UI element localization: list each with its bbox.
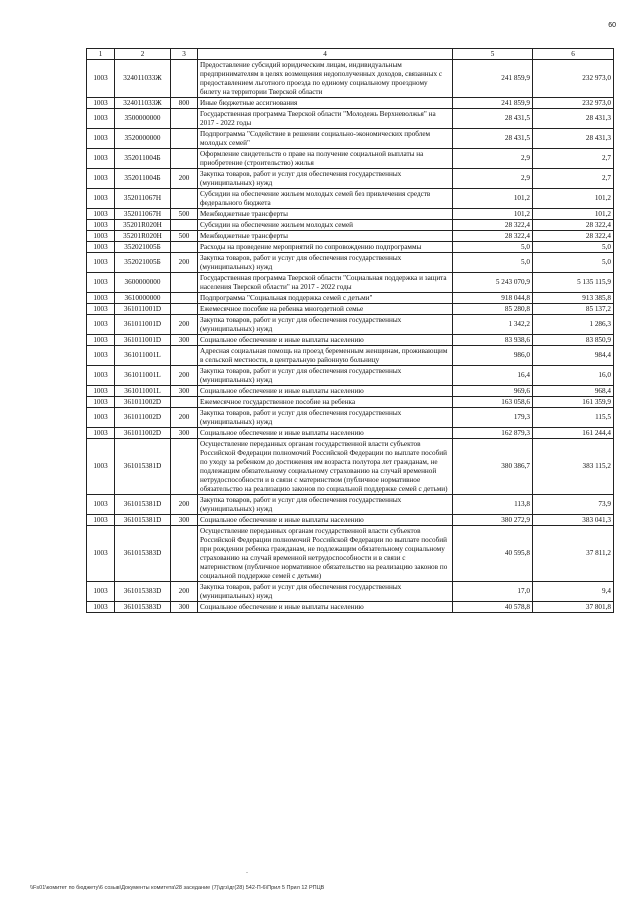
- row-amount-1: 101,2: [453, 189, 533, 209]
- row-name: Межбюджетные трансферты: [198, 231, 453, 242]
- row-expense-type: [171, 220, 198, 231]
- row-target-code: 361011001D: [115, 304, 171, 315]
- row-amount-2: 5 135 115,9: [533, 273, 614, 293]
- row-section-code: 1003: [87, 515, 115, 526]
- row-amount-1: 5 243 070,9: [453, 273, 533, 293]
- row-expense-type: [171, 526, 198, 582]
- header-col-3: 3: [171, 49, 198, 60]
- row-section-code: 1003: [87, 602, 115, 613]
- row-amount-2: 232 973,0: [533, 98, 614, 109]
- row-amount-1: 113,8: [453, 495, 533, 515]
- row-target-code: 361015381D: [115, 439, 171, 495]
- row-amount-1: 969,6: [453, 386, 533, 397]
- table-row: [87, 149, 614, 169]
- row-target-code: 3610000000: [115, 293, 171, 304]
- row-name: Оформление свидетельств о праве на получение социальной выплаты на приобретение (строительство) жилья: [198, 149, 453, 169]
- row-amount-2: 1 286,3: [533, 315, 614, 335]
- row-amount-2: 28 322,4: [533, 231, 614, 242]
- row-amount-2: 161 244,4: [533, 428, 614, 439]
- row-amount-2: 2,7: [533, 149, 614, 169]
- row-name: Закупка товаров, работ и услуг для обеспечения государственных (муниципальных) нужд: [198, 366, 453, 386]
- row-name: Адресная социальная помощь на проезд беременным женщинам, проживающим в сельской местности, в центральную районную больницу: [198, 346, 453, 366]
- table-header-row: [87, 49, 614, 60]
- row-amount-1: 40 595,8: [453, 526, 533, 582]
- row-name: Социальное обеспечение и иные выплаты населению: [198, 386, 453, 397]
- row-amount-1: 241 859,9: [453, 98, 533, 109]
- row-target-code: 361011002D: [115, 408, 171, 428]
- row-expense-type: 500: [171, 209, 198, 220]
- table-row: [87, 515, 614, 526]
- row-name: Закупка товаров, работ и услуг для обеспечения государственных (муниципальных) нужд: [198, 408, 453, 428]
- row-target-code: 352021005Б: [115, 242, 171, 253]
- row-amount-2: 968,4: [533, 386, 614, 397]
- row-expense-type: [171, 397, 198, 408]
- table-row: [87, 273, 614, 293]
- row-expense-type: 200: [171, 408, 198, 428]
- row-expense-type: 200: [171, 366, 198, 386]
- row-section-code: 1003: [87, 315, 115, 335]
- row-amount-1: 241 859,9: [453, 60, 533, 98]
- row-amount-1: 2,9: [453, 149, 533, 169]
- row-amount-1: 162 879,3: [453, 428, 533, 439]
- row-section-code: 1003: [87, 220, 115, 231]
- row-target-code: 352011004Б: [115, 169, 171, 189]
- row-name: Ежемесячное государственное пособие на ребенка: [198, 397, 453, 408]
- row-target-code: 3600000000: [115, 273, 171, 293]
- row-amount-1: 28 431,5: [453, 109, 533, 129]
- budget-table-container: [86, 48, 613, 613]
- row-target-code: 361011001L: [115, 346, 171, 366]
- row-target-code: 361011001L: [115, 366, 171, 386]
- row-section-code: 1003: [87, 242, 115, 253]
- row-target-code: 361011001D: [115, 335, 171, 346]
- row-amount-2: 37 811,2: [533, 526, 614, 582]
- row-target-code: 352011067Н: [115, 209, 171, 220]
- row-target-code: 361011001L: [115, 386, 171, 397]
- row-name: Подпрограмма "Социальная поддержка семей с детьми": [198, 293, 453, 304]
- table-row: [87, 428, 614, 439]
- row-section-code: 1003: [87, 495, 115, 515]
- table-row: [87, 602, 614, 613]
- row-expense-type: 300: [171, 428, 198, 439]
- table-row: [87, 253, 614, 273]
- row-name: Закупка товаров, работ и услуг для обеспечения государственных (муниципальных) нужд: [198, 495, 453, 515]
- row-expense-type: [171, 129, 198, 149]
- row-expense-type: 200: [171, 253, 198, 273]
- row-section-code: 1003: [87, 366, 115, 386]
- row-amount-1: 101,2: [453, 209, 533, 220]
- row-target-code: 35201R020Н: [115, 231, 171, 242]
- row-target-code: 361011002D: [115, 428, 171, 439]
- table-row: [87, 220, 614, 231]
- row-expense-type: [171, 273, 198, 293]
- row-section-code: 1003: [87, 189, 115, 209]
- row-amount-1: 5,0: [453, 242, 533, 253]
- row-name: Субсидии на обеспечение жильем молодых семей без привлечения средств федерального бюджета: [198, 189, 453, 209]
- row-target-code: 3520000000: [115, 129, 171, 149]
- row-target-code: 324011033Ж: [115, 60, 171, 98]
- row-name: Государственная программа Тверской области "Молодежь Верхневолжья" на 2017 - 2022 годы: [198, 109, 453, 129]
- row-name: Закупка товаров, работ и услуг для обеспечения государственных (муниципальных) нужд: [198, 169, 453, 189]
- row-amount-2: 2,7: [533, 169, 614, 189]
- row-name: Осуществление переданных органам государственной власти субъектов Российской Федерации полномочий Российской Федерации по выплате пособий по уходу за ребенком до достижения им возраста полутора лет гражданам, не подлежащим обязательному социальному страхованию на случай временной нетрудоспособности и в связи с материнством (публичное нормативное обязательство на реализацию законов по социальной поддержке семей с детьми): [198, 439, 453, 495]
- row-amount-1: 986,0: [453, 346, 533, 366]
- row-amount-2: 83 850,9: [533, 335, 614, 346]
- table-row: [87, 242, 614, 253]
- row-amount-1: 28 431,5: [453, 129, 533, 149]
- row-target-code: 324011033Ж: [115, 98, 171, 109]
- row-target-code: 361011002D: [115, 397, 171, 408]
- row-expense-type: 500: [171, 231, 198, 242]
- table-row: [87, 209, 614, 220]
- row-name: Закупка товаров, работ и услуг для обеспечения государственных (муниципальных) нужд: [198, 315, 453, 335]
- row-expense-type: [171, 242, 198, 253]
- row-expense-type: 200: [171, 495, 198, 515]
- row-expense-type: [171, 439, 198, 495]
- row-expense-type: [171, 346, 198, 366]
- row-target-code: 361015381D: [115, 515, 171, 526]
- row-name: Субсидии на обеспечение жильем молодых семей: [198, 220, 453, 231]
- table-row: [87, 397, 614, 408]
- row-name: Подпрограмма "Содействие в решении социально-экономических проблем молодых семей": [198, 129, 453, 149]
- header-col-5: 5: [453, 49, 533, 60]
- row-section-code: 1003: [87, 428, 115, 439]
- row-amount-1: 380 272,9: [453, 515, 533, 526]
- row-expense-type: 200: [171, 582, 198, 602]
- row-section-code: 1003: [87, 109, 115, 129]
- row-expense-type: 300: [171, 335, 198, 346]
- row-section-code: 1003: [87, 582, 115, 602]
- row-target-code: 352011004Б: [115, 149, 171, 169]
- row-section-code: 1003: [87, 209, 115, 220]
- row-section-code: 1003: [87, 293, 115, 304]
- footer-mark: -: [246, 870, 248, 876]
- row-target-code: 352011067Н: [115, 189, 171, 209]
- row-name: Осуществление переданных органам государственной власти субъектов Российской Федерации полномочий Российской Федерации по выплате пособий при рождении ребенка гражданам, не подлежащим обязательному социальному страхованию на случай временной нетрудоспособности и в связи с материнством (публичное нормативное обязательство на реализацию законов по социальной поддержке семей с детьми): [198, 526, 453, 582]
- row-name: Закупка товаров, работ и услуг для обеспечения государственных (муниципальных) нужд: [198, 582, 453, 602]
- row-name: Государственная программа Тверской области "Социальная поддержка и защита населения Тверской области" на 2017 - 2022 годы: [198, 273, 453, 293]
- table-row: [87, 231, 614, 242]
- table-row: [87, 60, 614, 98]
- row-name: Социальное обеспечение и иные выплаты населению: [198, 335, 453, 346]
- row-amount-2: 984,4: [533, 346, 614, 366]
- header-col-6: 6: [533, 49, 614, 60]
- row-section-code: 1003: [87, 397, 115, 408]
- row-target-code: 361011001D: [115, 315, 171, 335]
- row-target-code: 3500000000: [115, 109, 171, 129]
- row-section-code: 1003: [87, 98, 115, 109]
- row-section-code: 1003: [87, 231, 115, 242]
- row-section-code: 1003: [87, 526, 115, 582]
- row-amount-1: 1 342,2: [453, 315, 533, 335]
- row-amount-1: 17,0: [453, 582, 533, 602]
- table-row: [87, 129, 614, 149]
- row-expense-type: [171, 189, 198, 209]
- row-amount-1: 28 322,4: [453, 231, 533, 242]
- row-section-code: 1003: [87, 386, 115, 397]
- table-row: [87, 189, 614, 209]
- row-expense-type: 200: [171, 169, 198, 189]
- table-row: [87, 526, 614, 582]
- row-name: Социальное обеспечение и иные выплаты населению: [198, 515, 453, 526]
- row-amount-2: 913 385,8: [533, 293, 614, 304]
- row-amount-2: 383 115,2: [533, 439, 614, 495]
- row-section-code: 1003: [87, 129, 115, 149]
- row-amount-2: 115,5: [533, 408, 614, 428]
- row-section-code: 1003: [87, 346, 115, 366]
- row-section-code: 1003: [87, 335, 115, 346]
- row-section-code: 1003: [87, 253, 115, 273]
- row-amount-2: 85 137,2: [533, 304, 614, 315]
- row-target-code: 361015381D: [115, 495, 171, 515]
- row-amount-1: 83 938,6: [453, 335, 533, 346]
- row-amount-1: 16,4: [453, 366, 533, 386]
- row-amount-2: 73,9: [533, 495, 614, 515]
- row-name: Ежемесячное пособие на ребенка многодетной семье: [198, 304, 453, 315]
- row-name: Иные бюджетные ассигнования: [198, 98, 453, 109]
- row-amount-2: 37 801,8: [533, 602, 614, 613]
- row-amount-1: 5,0: [453, 253, 533, 273]
- table-row: [87, 408, 614, 428]
- row-amount-2: 383 041,3: [533, 515, 614, 526]
- row-amount-1: 380 386,7: [453, 439, 533, 495]
- row-amount-2: 28 431,3: [533, 109, 614, 129]
- row-amount-2: 16,0: [533, 366, 614, 386]
- row-name: Предоставление субсидий юридическим лицам, индивидуальным предпринимателям в целях возмещения недополученных доходов, связанных с предоставлением льготного проезда по единому социальному проездному билету на территории Тверской области: [198, 60, 453, 98]
- row-target-code: 35201R020Н: [115, 220, 171, 231]
- row-section-code: 1003: [87, 439, 115, 495]
- row-target-code: 361015383D: [115, 602, 171, 613]
- row-amount-1: 85 280,8: [453, 304, 533, 315]
- row-name: Социальное обеспечение и иные выплаты населению: [198, 602, 453, 613]
- row-expense-type: [171, 304, 198, 315]
- table-row: [87, 582, 614, 602]
- row-target-code: 361015383D: [115, 582, 171, 602]
- row-amount-1: 2,9: [453, 169, 533, 189]
- row-amount-2: 101,2: [533, 189, 614, 209]
- row-section-code: 1003: [87, 169, 115, 189]
- header-col-2: 2: [115, 49, 171, 60]
- budget-table: [86, 48, 614, 613]
- table-row: [87, 335, 614, 346]
- row-section-code: 1003: [87, 408, 115, 428]
- row-expense-type: 200: [171, 315, 198, 335]
- row-expense-type: 300: [171, 386, 198, 397]
- table-row: [87, 495, 614, 515]
- row-amount-1: 40 578,8: [453, 602, 533, 613]
- row-section-code: 1003: [87, 60, 115, 98]
- table-row: [87, 386, 614, 397]
- row-section-code: 1003: [87, 273, 115, 293]
- table-row: [87, 315, 614, 335]
- row-target-code: 361015383D: [115, 526, 171, 582]
- row-name: Закупка товаров, работ и услуг для обеспечения государственных (муниципальных) нужд: [198, 253, 453, 273]
- row-amount-1: 163 058,6: [453, 397, 533, 408]
- row-name: Социальное обеспечение и иные выплаты населению: [198, 428, 453, 439]
- header-col-1: 1: [87, 49, 115, 60]
- row-target-code: 352021005Б: [115, 253, 171, 273]
- table-row: [87, 109, 614, 129]
- table-row: [87, 366, 614, 386]
- row-amount-2: 5,0: [533, 253, 614, 273]
- row-expense-type: 800: [171, 98, 198, 109]
- table-body: [87, 60, 614, 613]
- row-amount-1: 28 322,4: [453, 220, 533, 231]
- row-expense-type: [171, 293, 198, 304]
- row-name: Расходы на проведение мероприятий по сопровождению подпрограммы: [198, 242, 453, 253]
- table-row: [87, 304, 614, 315]
- table-row: [87, 169, 614, 189]
- row-amount-2: 232 973,0: [533, 60, 614, 98]
- row-amount-2: 101,2: [533, 209, 614, 220]
- table-row: [87, 98, 614, 109]
- row-amount-1: 918 044,8: [453, 293, 533, 304]
- table-row: [87, 293, 614, 304]
- row-expense-type: [171, 109, 198, 129]
- row-section-code: 1003: [87, 304, 115, 315]
- row-expense-type: [171, 149, 198, 169]
- header-col-4: 4: [198, 49, 453, 60]
- footer-file-path: \\Fs01\комитет по бюджету\6 созыв\Документы комитета\28 заседание (7)\дгз\дг(28) 542-П-6\Прил 5 Прил 12 РПЦВ: [30, 885, 325, 891]
- row-amount-2: 5,0: [533, 242, 614, 253]
- row-expense-type: 300: [171, 515, 198, 526]
- row-amount-2: 28 322,4: [533, 220, 614, 231]
- table-row: [87, 439, 614, 495]
- row-amount-2: 161 359,9: [533, 397, 614, 408]
- row-name: Межбюджетные трансферты: [198, 209, 453, 220]
- row-expense-type: [171, 60, 198, 98]
- page-number: 60: [608, 22, 616, 29]
- row-expense-type: 300: [171, 602, 198, 613]
- table-row: [87, 346, 614, 366]
- row-amount-2: 9,4: [533, 582, 614, 602]
- row-section-code: 1003: [87, 149, 115, 169]
- row-amount-1: 179,3: [453, 408, 533, 428]
- row-amount-2: 28 431,3: [533, 129, 614, 149]
